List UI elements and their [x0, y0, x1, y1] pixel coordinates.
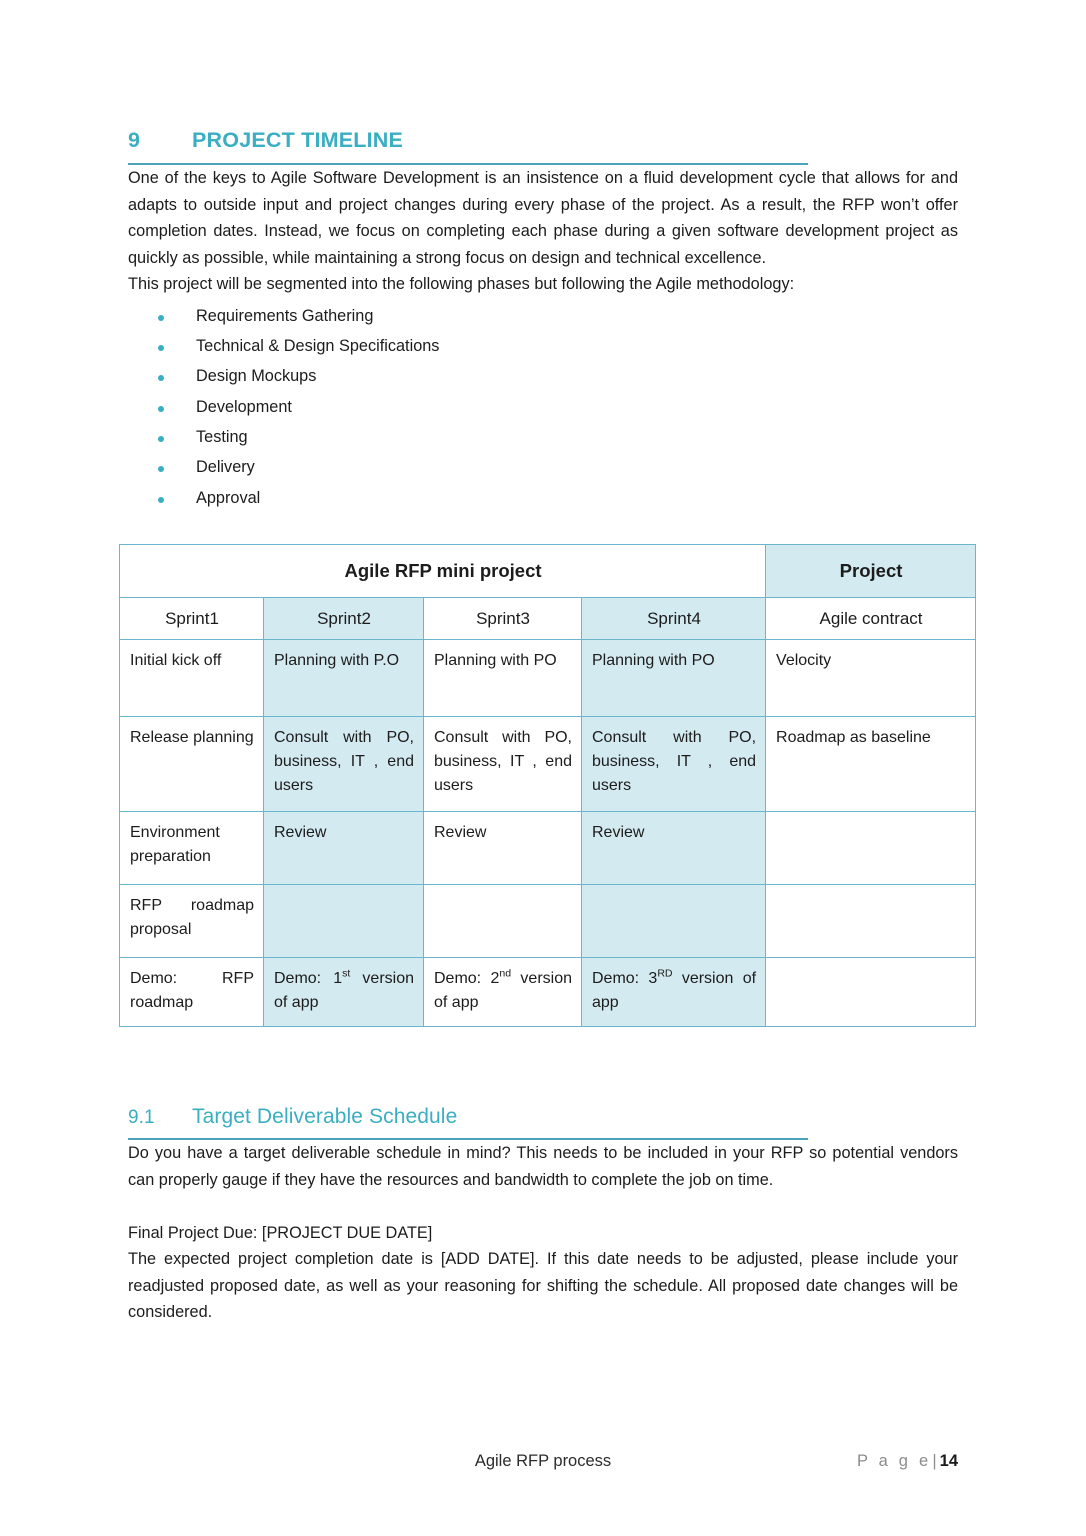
list-item-label: Requirements Gathering	[196, 306, 374, 325]
table-group-header-cell: Agile RFP mini project	[120, 544, 766, 597]
table-cell: Consult with PO, business, IT , end users	[582, 717, 766, 812]
agile-rfp-table-wrapper	[128, 544, 958, 1028]
list-item	[158, 368, 958, 384]
table-cell	[766, 812, 976, 885]
section-number: 9	[128, 128, 141, 152]
footer-document-title: Agile RFP process	[474, 1452, 612, 1470]
table-cell: Consult with PO, business, IT , end users	[264, 717, 424, 812]
table-cell: Demo: 2nd version of app	[424, 958, 582, 1027]
table-cell	[264, 885, 424, 958]
bullet-icon	[158, 315, 164, 321]
subsection-heading-block	[128, 1105, 958, 1140]
footer-page-indicator	[857, 1452, 958, 1471]
list-item-label: Technical & Design Specifications	[196, 337, 440, 356]
table-row	[120, 717, 976, 812]
bullet-icon	[158, 436, 164, 442]
list-item-label: Testing	[196, 428, 248, 446]
list-item	[158, 490, 958, 506]
table-cell: Review	[264, 812, 424, 885]
final-project-due-paragraph: Final Project Due: [PROJECT DUE DATE]	[128, 1223, 433, 1242]
list-item	[158, 459, 958, 475]
list-item-label: Design Mockups	[196, 367, 317, 386]
section-title: PROJECT TIMELINE	[192, 128, 404, 152]
bullet-icon	[158, 406, 164, 412]
table-col-header-sprint3: Sprint3	[424, 598, 582, 640]
subsection-paragraph-1: Do you have a target deliverable schedule in mind? This needs to be included in your RFP so potential vendors can properly gauge if they have the resources and bandwidth to complete the job on time.	[128, 1144, 958, 1189]
bullet-icon	[158, 345, 164, 351]
footer-page-label: P a g e	[856, 1452, 932, 1470]
table-cell: Review	[424, 812, 582, 885]
phases-lead-paragraph: This project will be segmented into the following phases but following the Agile methodology:	[128, 275, 795, 294]
list-item-label: Approval	[196, 488, 261, 507]
list-item	[158, 429, 958, 445]
table-cell	[582, 885, 766, 958]
table-col-header-agile-contract: Agile contract	[766, 598, 976, 640]
footer-separator: |	[932, 1452, 937, 1470]
table-col-header-sprint2: Sprint2	[264, 598, 424, 640]
table-cell: Release planning	[120, 717, 264, 812]
table-row	[120, 885, 976, 958]
page-footer	[0, 1452, 1086, 1492]
table-cell: Velocity	[766, 640, 976, 717]
table-row	[120, 958, 976, 1027]
table-cell	[766, 958, 976, 1027]
list-item	[158, 308, 958, 324]
list-item-label: Delivery	[196, 458, 255, 477]
table-cell	[766, 885, 976, 958]
table-row	[120, 812, 976, 885]
table-cell	[424, 885, 582, 958]
subsection-title-row	[128, 1105, 958, 1129]
subsection-number: 9.1	[128, 1107, 155, 1129]
table-cell: Consult with PO, business, IT , end users	[424, 717, 582, 812]
table-cell: Demo: 3RD version of app	[582, 958, 766, 1027]
phases-list	[128, 308, 958, 506]
table-cell: Planning with P.O	[264, 640, 424, 717]
bullet-icon	[158, 497, 164, 503]
table-cell: Demo: 1st version of app	[264, 958, 424, 1027]
bullet-icon	[158, 375, 164, 381]
page-title	[128, 128, 958, 153]
table-col-header-sprint4: Sprint4	[582, 598, 766, 640]
table-col-header-sprint1: Sprint1	[120, 598, 264, 640]
bullet-icon	[158, 466, 164, 472]
table-row	[120, 640, 976, 717]
table-cell: Environment preparation	[120, 812, 264, 885]
table-group-header-row	[120, 544, 976, 597]
table-cell: Review	[582, 812, 766, 885]
table-cell: Roadmap as baseline	[766, 717, 976, 812]
subsection-paragraph-3: The expected project completion date is [ADD DATE]. If this date needs to be adjusted, please include your readjusted proposed date, as well as your reasoning for shifting the schedule. All proposed date changes will be considered.	[128, 1250, 958, 1322]
section-heading-block	[128, 0, 958, 165]
list-item-label: Development	[196, 397, 292, 416]
table-cell: RFP roadmap proposal	[120, 885, 264, 958]
intro-paragraph: One of the keys to Agile Software Development is an insistence on a fluid development cycle that allows for and adapts to outside input and project changes during every phase of the project. As a result, the RFP won’t offer completion dates. Instead, we focus on completing each phase during a given software development project as quickly as possible, while maintaining a strong focus on design and technical excellence.	[128, 169, 958, 267]
agile-rfp-table	[119, 544, 976, 1028]
table-cell: Demo: RFP roadmap	[120, 958, 264, 1027]
list-item	[158, 338, 958, 354]
table-cell: Planning with PO	[582, 640, 766, 717]
table-cell: Initial kick off	[120, 640, 264, 717]
subsection-title: Target Deliverable Schedule	[192, 1105, 458, 1129]
list-item	[158, 399, 958, 415]
table-cell: Planning with PO	[424, 640, 582, 717]
table-column-header-row	[120, 598, 976, 640]
footer-page-number: 14	[939, 1452, 958, 1470]
table-project-header-cell: Project	[766, 544, 976, 597]
page-content	[128, 0, 958, 1326]
